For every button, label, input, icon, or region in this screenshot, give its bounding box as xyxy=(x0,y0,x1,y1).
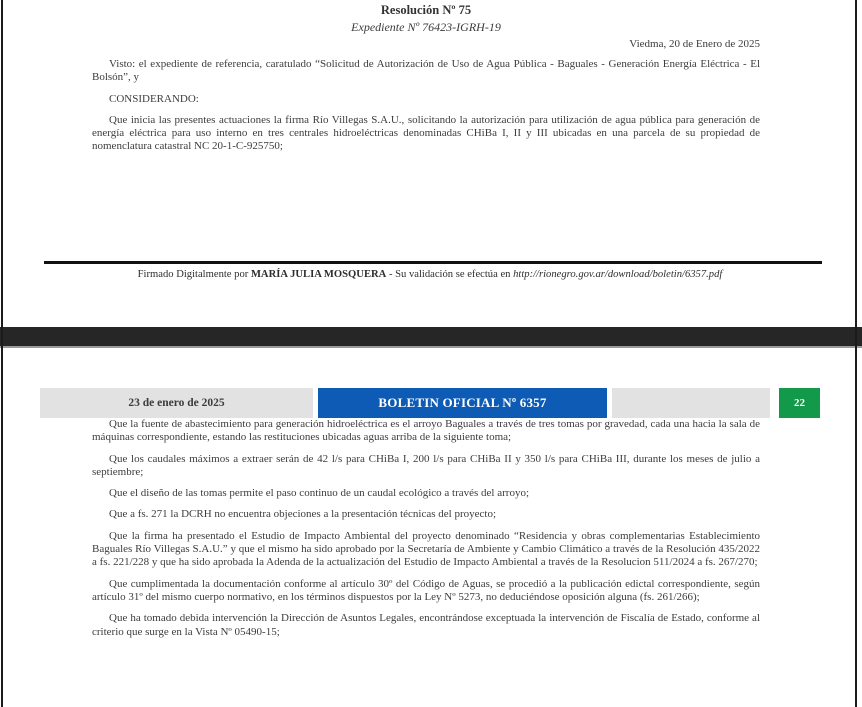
page1-content xyxy=(92,0,760,154)
signature-prefix: Firmado Digitalmente por xyxy=(137,269,251,280)
header-boletin-title-box: BOLETIN OFICIAL Nº 6357 xyxy=(318,388,607,418)
paragraph-dcrh: Que a fs. 271 la DCRH no encuentra objeciones a la presentación técnicas del proyecto; xyxy=(109,508,496,521)
paragraph-considerando: CONSIDERANDO: xyxy=(109,92,199,105)
paragraph-caudales-maximos: Que los caudales máximos a extraer serán de 42 l/s para CHiBa I, 200 l/s para CHiBa II y 350 l/s para CHiBa III, durante los meses de julio a septiembre; xyxy=(92,452,760,478)
paragraph-codigo-aguas: Que cumplimentada la documentación conforme al artículo 30º del Código de Aguas, se procedió a la publicación edictal correspondiente, según artículo 31º del mismo cuerpo normativo, en los términos dispuestos por la Ley Nº 5273, no deduciéndose oposición alguna (fs. 261/266); xyxy=(92,577,760,603)
boletin-page-1 xyxy=(3,0,857,327)
resolution-title: Resolución Nº 75 xyxy=(380,3,472,17)
expediente-subtitle: Expediente Nº 76423-IGRH-19 xyxy=(351,20,501,34)
paragraph-asuntos-legales: Que ha tomado debida intervención la Dirección de Asuntos Legales, encontrándose exceptuada la intervención de Fiscalía de Estado, conforme al criterio que surge en la Vista Nº 05490-15; xyxy=(92,612,760,638)
signature-validation-url: http://rionegro.gov.ar/download/boletin/6357.pdf xyxy=(513,269,723,280)
signature-divider-rule xyxy=(44,261,822,264)
digital-signature-line xyxy=(3,269,857,280)
place-date: Viedma, 20 de Enero de 2025 xyxy=(629,38,760,50)
boletin-header xyxy=(3,388,857,418)
page2-content xyxy=(92,418,760,639)
paragraph-que-inicia: Que inicia las presentes actuaciones la firma Río Villegas S.A.U., solicitando la autorización para utilización de agua pública para generación de energía eléctrica para uso interno en tres centrales hidroeléctricas denominadas CHiBa I, II y III ubicadas en una parcela de su propiedad de nomenclatura catastral NC 20-1-C-925750; xyxy=(92,113,760,153)
boletin-page-2 xyxy=(3,350,857,707)
signature-middle: - Su validación se efectúa en xyxy=(386,269,514,280)
paragraph-visto: Visto: el expediente de referencia, caratulado “Solicitud de Autorización de Uso de Agua Pública - Baguales - Generación Energía Eléctrica - El Bolsón”, y xyxy=(92,58,760,84)
page-separator-band xyxy=(0,327,862,348)
page-right-edge xyxy=(855,0,857,707)
header-empty-box xyxy=(612,388,770,418)
paragraph-estudio-impacto: Que la firma ha presentado el Estudio de Impacto Ambiental del proyecto denominado “Residencia y obras complementarias Establecimiento Baguales Río Villegas S.A.U.” y que el mismo ha sido aprobado por la Secretaría de Ambiente y Cambio Climático a través de la Resolución 435/2022 a fs. 221/228 y que ha sido aprobada la Adenda de la actualización del Estudio de Impacto Ambiental a través de la Resolucion 511/2024 a fs. 267/270; xyxy=(92,529,760,569)
page-left-edge xyxy=(1,0,3,707)
signature-name: MARÍA JULIA MOSQUERA xyxy=(250,269,387,280)
header-date-box: 23 de enero de 2025 xyxy=(40,388,313,418)
paragraph-diseno-tomas: Que el diseño de las tomas permite el paso continuo de un caudal ecológico a través del arroyo; xyxy=(109,487,529,500)
paragraph-fuente-abastecimiento: Que la fuente de abastecimiento para generación hidroeléctrica es el arroyo Baguales a través de tres tomas por gravedad, cada una hacia la sala de máquinas correspondiente, estando las restituciones ubicadas aguas arriba de la siguiente toma; xyxy=(92,418,760,444)
header-page-number-badge: 22 xyxy=(779,388,820,418)
